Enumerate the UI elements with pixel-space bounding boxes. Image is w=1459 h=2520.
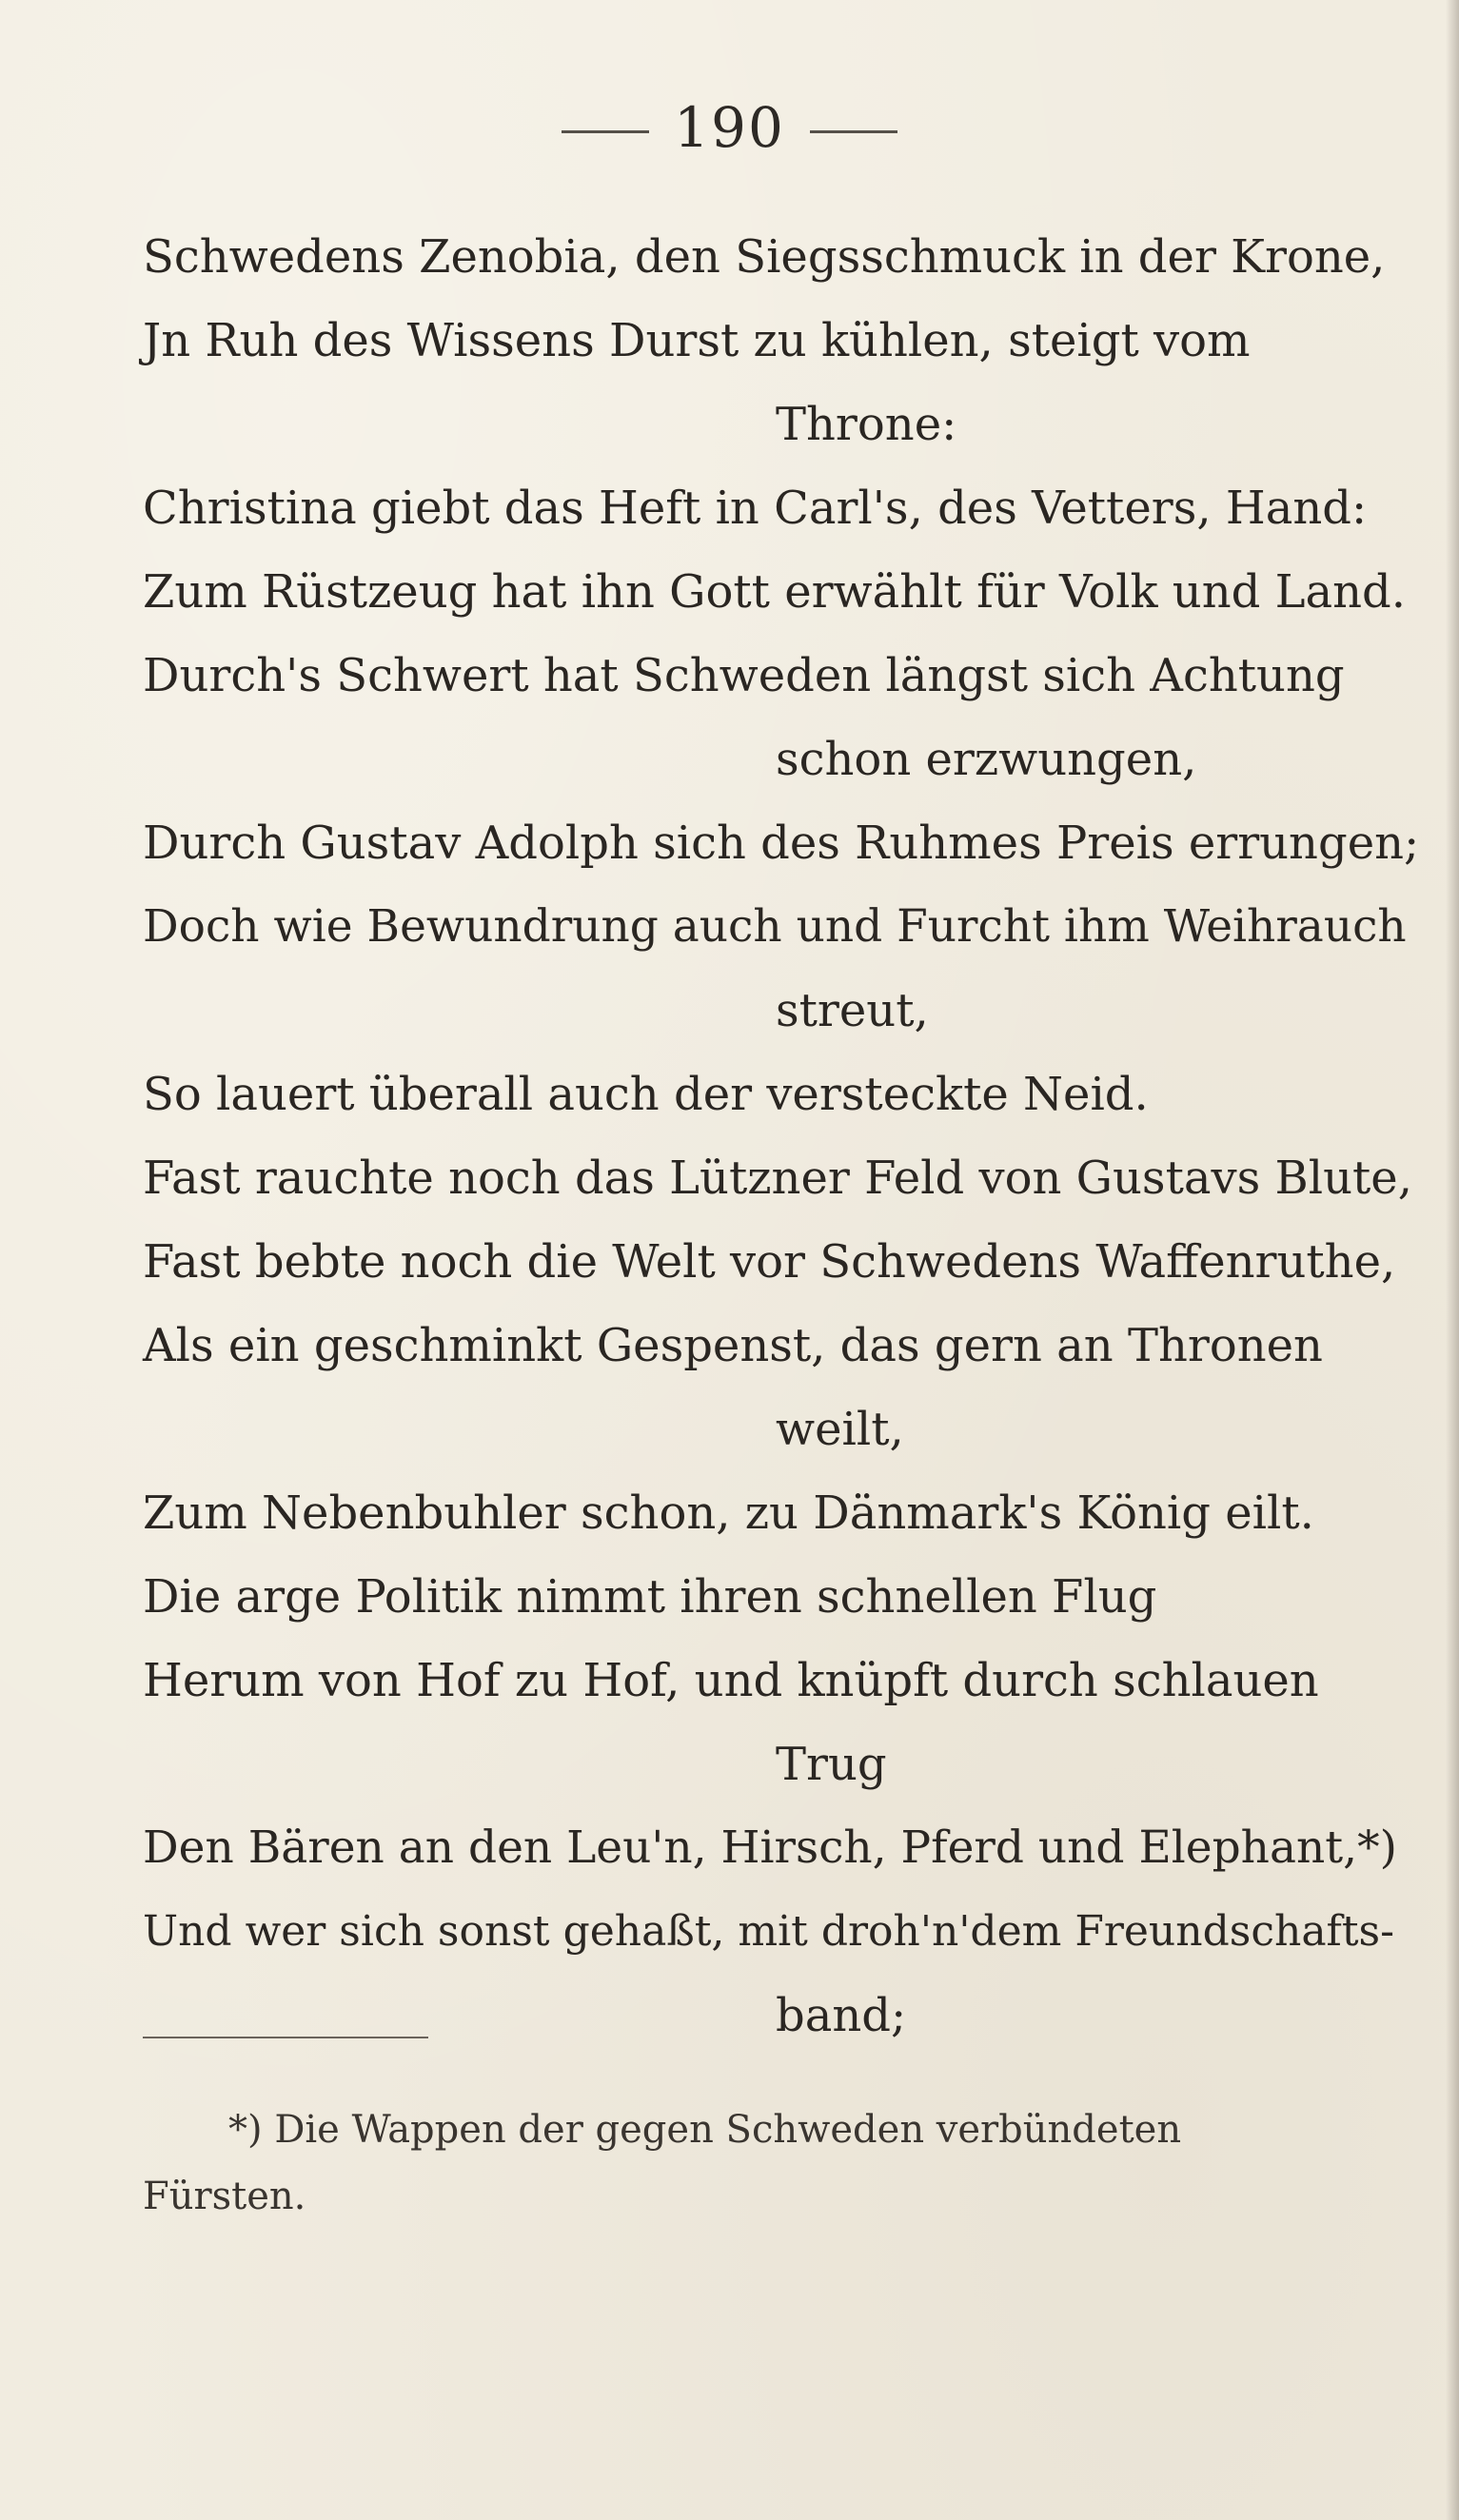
header-dash-right (810, 130, 897, 133)
poem-line-16-continuation: band; (776, 1989, 907, 2042)
page-number: 190 (674, 95, 785, 160)
poem-line-7: Doch wie Bewundrung auch und Furcht ihm Weihrauch (143, 900, 1407, 953)
poem-line-6: Durch Gustav Adolph sich des Ruhmes Preis errungen; (143, 817, 1420, 870)
poem-line-14-continuation: Trug (776, 1738, 887, 1791)
header-dash-left (562, 130, 649, 133)
footnote-line-1: *) Die Wappen der gegen Schweden verbündeten (228, 2108, 1182, 2152)
poem-line-9: Fast rauchte noch das Lützner Feld von Gustavs Blute, (143, 1152, 1412, 1205)
page-header (0, 95, 1459, 160)
footnote-rule (143, 2037, 428, 2038)
footnote-line-2: Fürsten. (143, 2175, 306, 2218)
poem-line-10: Fast bebte noch die Welt vor Schwedens Waffenruthe, (143, 1235, 1396, 1289)
poem-line-2: Jn Ruh des Wissens Durst zu kühlen, steigt vom (143, 314, 1251, 367)
poem-line-5-continuation: schon erzwungen, (776, 733, 1197, 786)
poem-line-8: So lauert überall auch der versteckte Neid. (143, 1068, 1149, 1121)
poem-line-14: Herum von Hof zu Hof, und knüpft durch schlauen (143, 1654, 1319, 1707)
poem-line-3: Christina giebt das Heft in Carl's, des Vetters, Hand: (143, 482, 1368, 535)
poem-line-2-continuation: Throne: (776, 398, 957, 451)
poem-line-11-continuation: weilt, (776, 1403, 904, 1456)
poem-line-15: Den Bären an den Leu'n, Hirsch, Pferd und Elephant,*) (143, 1821, 1397, 1874)
page-edge-shadow (1446, 0, 1459, 2520)
poem-line-4: Zum Rüstzeug hat ihn Gott erwählt für Volk und Land. (143, 565, 1407, 619)
poem-line-16: Und wer sich sonst gehaßt, mit droh'n'dem Freundschafts- (143, 1907, 1394, 1956)
poem-line-1: Schwedens Zenobia, den Siegsschmuck in der Krone, (143, 230, 1386, 284)
poem-line-12: Zum Nebenbuhler schon, zu Dänmark's König eilt. (143, 1486, 1314, 1540)
poem-line-11: Als ein geschminkt Gespenst, das gern an Thronen (143, 1319, 1323, 1372)
poem-line-13: Die arge Politik nimmt ihren schnellen Flug (143, 1570, 1157, 1624)
poem-line-7-continuation: streut, (776, 984, 929, 1037)
poem-line-5: Durch's Schwert hat Schweden längst sich Achtung (143, 649, 1345, 702)
